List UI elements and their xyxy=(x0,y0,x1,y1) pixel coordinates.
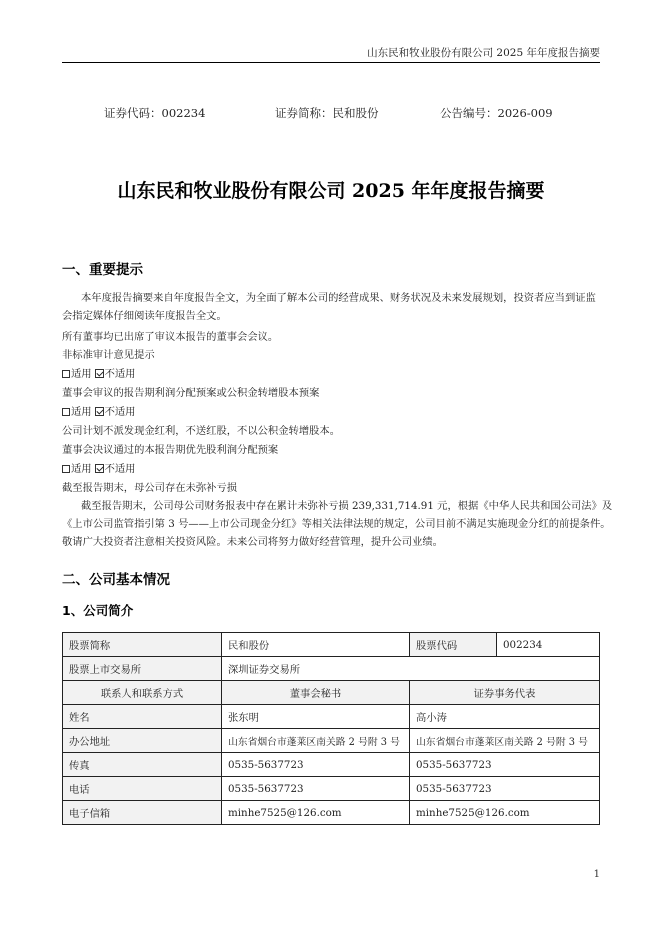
table-row xyxy=(63,633,600,657)
table-row xyxy=(63,705,600,729)
secretary-header: 董事会秘书 xyxy=(222,681,410,705)
secretary-phone: 0535-5637723 xyxy=(222,777,410,801)
option-row-profit xyxy=(62,405,135,419)
announcement-number: 公告编号：2026-009 xyxy=(440,106,553,120)
paragraph-no-dividend: 公司计划不派发现金红利，不送红股，不以公积金转增股本。 xyxy=(62,425,341,437)
table-row xyxy=(63,801,600,825)
question-uncovered-losses: 截至报告期末，母公司存在未弥补亏损 xyxy=(62,482,238,494)
checked-box-icon xyxy=(95,464,104,473)
security-abbreviation: 证券简称：民和股份 xyxy=(275,106,379,120)
option-row-preferred xyxy=(62,462,135,476)
unchecked-box-icon xyxy=(62,465,70,473)
paragraph-losses-line3: 敬请广大投资者注意相关投资风险。未来公司将努力做好经营管理，提升公司业绩。 xyxy=(62,536,443,548)
representative-address: 山东省烟台市蓬莱区南关路 2 号附 3 号 xyxy=(410,729,600,753)
section-heading-important-notes: 一、重要提示 xyxy=(62,262,143,278)
stock-code-value: 002234 xyxy=(497,633,600,657)
checked-box-icon xyxy=(95,369,104,378)
option-applicable-label: 适用 xyxy=(71,463,92,475)
table-row xyxy=(63,729,600,753)
stock-abbr-value: 民和股份 xyxy=(222,633,410,657)
paragraph-losses-line2: 《上市公司监管指引第 3 号——上市公司现金分红》等相关法律法规的规定，公司目前不满足实施现金分红的前提条件。 xyxy=(62,518,611,530)
question-preferred-stock: 董事会决议通过的本报告期优先股利润分配预案 xyxy=(62,444,279,456)
contact-header: 联系人和联系方式 xyxy=(63,681,222,705)
subsection-heading-company-profile: 1、公司简介 xyxy=(62,603,134,618)
secretary-fax: 0535-5637723 xyxy=(222,753,410,777)
option-not-applicable-label: 不适用 xyxy=(104,406,136,418)
checked-box-icon xyxy=(95,407,104,416)
representative-phone: 0535-5637723 xyxy=(410,777,600,801)
paragraph-intro-line2: 会指定媒体仔细阅读年度报告全文。 xyxy=(62,310,227,322)
representative-email: minhe7525@126.com xyxy=(410,801,600,825)
page-number: 1 xyxy=(593,869,600,880)
header-divider xyxy=(62,62,600,63)
question-nonstandard-audit: 非标准审计意见提示 xyxy=(62,349,155,361)
secretary-address: 山东省烟台市蓬莱区南关路 2 号附 3 号 xyxy=(222,729,410,753)
stock-code-label: 股票代码 xyxy=(410,633,497,657)
unchecked-box-icon xyxy=(62,370,70,378)
exchange-label: 股票上市交易所 xyxy=(63,657,222,681)
paragraph-intro-line1: 本年度报告摘要来自年度报告全文，为全面了解本公司的经营成果、财务状况及未来发展规划，投资者应当到证监 xyxy=(81,292,596,304)
table-row xyxy=(63,657,600,681)
row-label: 姓名 xyxy=(63,705,222,729)
option-row-audit xyxy=(62,367,135,381)
row-label: 办公地址 xyxy=(63,729,222,753)
paragraph-losses-line1: 截至报告期末，公司母公司财务报表中存在累计未弥补亏损 239,331,714.91 元，根据《中华人民共和国公司法》及 xyxy=(81,500,613,512)
table-row xyxy=(63,753,600,777)
question-profit-distribution: 董事会审议的报告期利润分配预案或公积金转增股本预案 xyxy=(62,387,320,399)
representative-header: 证券事务代表 xyxy=(410,681,600,705)
table-header-row xyxy=(63,681,600,705)
running-header: 山东民和牧业股份有限公司 2025 年年度报告摘要 xyxy=(367,47,600,59)
secretary-name: 张东明 xyxy=(222,705,410,729)
option-not-applicable-label: 不适用 xyxy=(104,463,136,475)
secretary-email: minhe7525@126.com xyxy=(222,801,410,825)
option-applicable-label: 适用 xyxy=(71,406,92,418)
table-row xyxy=(63,777,600,801)
row-label: 电话 xyxy=(63,777,222,801)
section-heading-company-info: 二、公司基本情况 xyxy=(62,572,170,588)
unchecked-box-icon xyxy=(62,408,70,416)
row-label: 电子信箱 xyxy=(63,801,222,825)
paragraph-board-attendance: 所有董事均已出席了审议本报告的董事会会议。 xyxy=(62,331,279,343)
option-not-applicable-label: 不适用 xyxy=(104,368,136,380)
exchange-value: 深圳证券交易所 xyxy=(222,657,600,681)
representative-fax: 0535-5637723 xyxy=(410,753,600,777)
stock-abbr-label: 股票简称 xyxy=(63,633,222,657)
option-applicable-label: 适用 xyxy=(71,368,92,380)
company-profile-table xyxy=(62,632,600,825)
row-label: 传真 xyxy=(63,753,222,777)
document-title: 山东民和牧业股份有限公司 2025 年年度报告摘要 xyxy=(117,180,545,202)
security-code: 证券代码：002234 xyxy=(104,106,206,120)
representative-name: 高小涛 xyxy=(410,705,600,729)
